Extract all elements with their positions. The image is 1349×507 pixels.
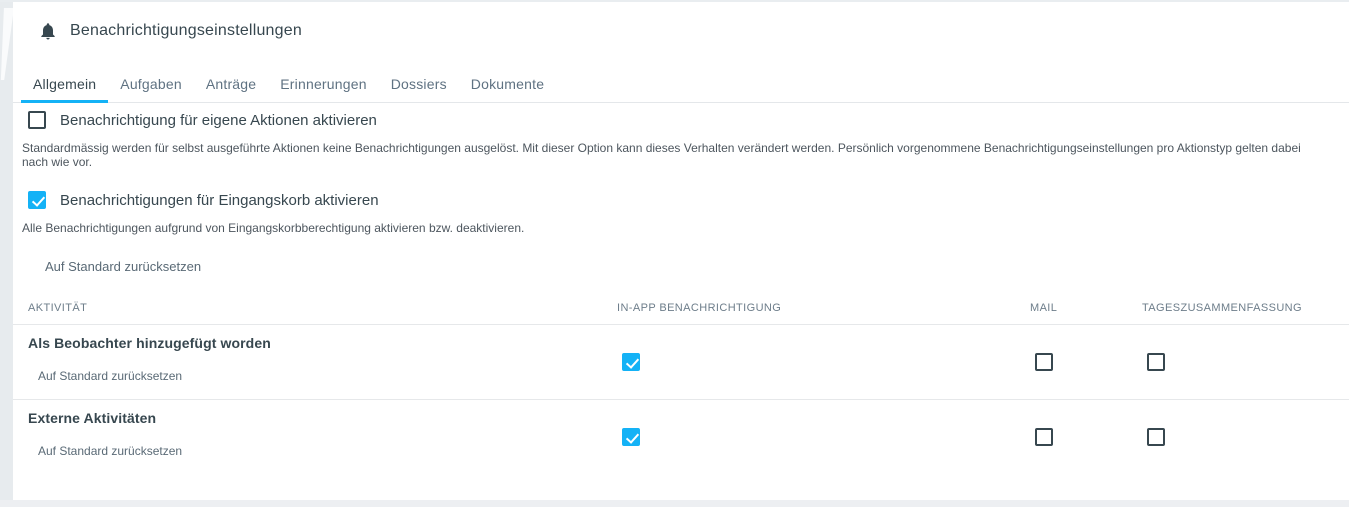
column-header-in-app: IN-APP BENACHRICHTIGUNG [617, 301, 782, 314]
activity-title: Externe Aktivitäten [28, 410, 157, 426]
own-actions-label[interactable]: Benachrichtigung für eigene Aktionen aktivieren [60, 111, 377, 129]
inbox-label[interactable]: Benachrichtigungen für Eingangskorb aktivieren [60, 191, 379, 209]
daily-summary-checkbox[interactable] [1147, 353, 1165, 371]
column-header-mail: MAIL [1030, 301, 1058, 314]
column-header-daily-summary: TAGESZUSAMMENFASSUNG [1142, 301, 1302, 314]
tab-allgemein[interactable]: Allgemein [21, 76, 108, 102]
activity-title: Als Beobachter hinzugefügt worden [28, 335, 271, 351]
row-reset-link[interactable]: Auf Standard zurücksetzen [38, 369, 183, 383]
tab-dokumente[interactable]: Dokumente [470, 76, 545, 92]
in-app-checkbox[interactable] [622, 428, 640, 446]
option-own-actions [22, 111, 1349, 129]
mail-checkbox[interactable] [1035, 353, 1053, 371]
inbox-description: Alle Benachrichtigungen aufgrund von Eingangskorbberechtigung aktivieren bzw. deaktivieren. [22, 221, 525, 235]
tab-aufgaben[interactable]: Aufgaben [120, 76, 182, 92]
own-actions-description: Standardmässig werden für selbst ausgeführte Aktionen keine Benachrichtigungen ausgelöst. Mit dieser Option kann dieses Verhalten verändert werden. Persönlich vorgenommene Benachrichtigungseinstellungen pro Aktionstyp gelten dabei nach wie vor. [22, 141, 1301, 169]
general-options-section [13, 103, 1349, 284]
tab-erinnerungen[interactable]: Erinnerungen [280, 76, 367, 92]
table-row [13, 400, 1349, 473]
table-row [13, 325, 1349, 400]
mail-checkbox[interactable] [1035, 428, 1053, 446]
activity-table [13, 291, 1349, 473]
option-inbox [22, 191, 1349, 209]
table-header-row [13, 291, 1349, 325]
bottom-edge-strip [0, 500, 1349, 507]
panel-header [13, 2, 1349, 60]
column-header-activity: AKTIVITÄT [28, 301, 88, 314]
in-app-checkbox[interactable] [622, 353, 640, 371]
tab-bar [13, 60, 1349, 103]
bell-icon [38, 20, 58, 42]
own-actions-checkbox[interactable] [28, 111, 46, 129]
left-edge-strip [0, 2, 13, 500]
tab-dossiers[interactable]: Dossiers [390, 76, 447, 92]
tab-antraege[interactable]: Anträge [205, 76, 257, 92]
page-title: Benachrichtigungseinstellungen [70, 22, 302, 39]
reset-defaults-button[interactable]: Auf Standard zurücksetzen [45, 259, 202, 274]
inbox-checkbox[interactable] [28, 191, 46, 209]
left-diagonal-decoration [0, 8, 14, 80]
row-reset-link[interactable]: Auf Standard zurücksetzen [38, 444, 183, 458]
notification-settings-panel [13, 2, 1349, 500]
daily-summary-checkbox[interactable] [1147, 428, 1165, 446]
